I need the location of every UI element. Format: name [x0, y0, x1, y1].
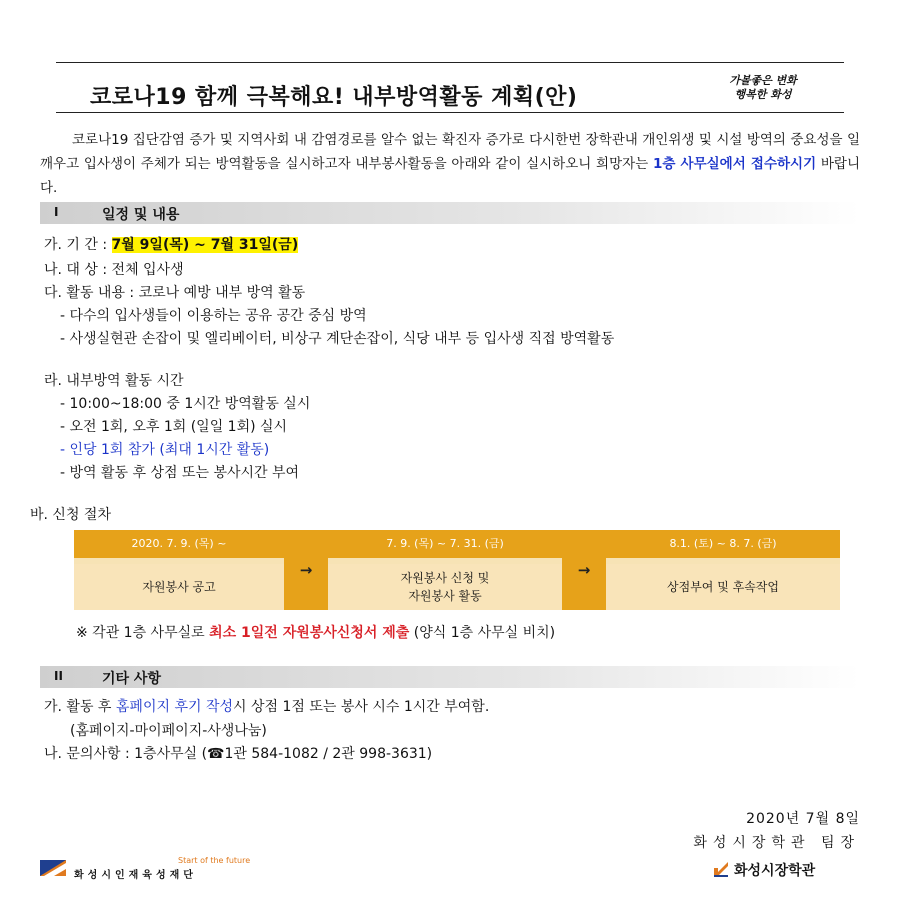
time-item-3: - 인당 1회 참가 (최대 1시간 활동) — [60, 442, 270, 458]
slogan-line-1: 가볼좋은 변화 — [729, 74, 797, 87]
section-2-number: II — [54, 669, 63, 683]
period-line — [44, 234, 298, 254]
foundation-logo-icon — [40, 860, 66, 876]
library-logo-icon — [712, 860, 730, 878]
step-2-desc — [328, 564, 562, 610]
foundation-tagline: Start of the future — [178, 856, 251, 865]
period-label: 가. 기 간 : — [44, 237, 112, 253]
section-1-header — [40, 202, 860, 224]
note-text-end: (양식 1층 사무실 비치) — [409, 625, 556, 641]
etc-item-1-highlight: 홈페이지 후기 작성 — [115, 699, 233, 715]
top-rule — [56, 62, 844, 63]
time-title: 라. 내부방역 활동 시간 — [44, 373, 184, 389]
etc-item-1-text-end: 시 상점 1점 또는 봉사 시수 1시간 부여함. — [233, 699, 490, 715]
step-3-desc-text: 상점부여 및 후속작업 — [667, 580, 779, 594]
activity-item-1: - 다수의 입사생들이 이용하는 공유 공간 중심 방역 — [60, 308, 367, 324]
procedure-title: 바. 신청 절차 — [30, 507, 111, 523]
time-item-1: - 10:00~18:00 중 1시간 방역활동 실시 — [60, 396, 311, 412]
time-item-4: - 방역 활동 후 상점 또는 봉사시간 부여 — [60, 465, 300, 481]
slogan — [708, 74, 818, 102]
note-highlight: 최소 1일전 자원봉사신청서 제출 — [209, 625, 410, 641]
note-text: ※ 각관 1층 사무실로 — [76, 625, 210, 641]
library-name: 화성시장학관 — [734, 863, 816, 879]
step-2-desc-line-1: 자원봉사 신청 및 — [400, 571, 490, 585]
step-1-desc-text: 자원봉사 공고 — [142, 580, 216, 594]
step-1-date: 2020. 7. 9. (목) ~ — [74, 530, 284, 558]
intro-highlight: 1층 사무실에서 접수하시기 — [652, 156, 817, 172]
foundation-name: 화성시인재육성재단 — [74, 870, 197, 881]
document-date: 2020년 7월 8일 — [746, 811, 860, 827]
step-3-date: 8.1. (토) ~ 8. 7. (금) — [606, 530, 840, 558]
etc-item-1 — [44, 696, 489, 716]
section-2-title: 기타 사항 — [102, 671, 161, 687]
etc-item-1-text: 가. 활동 후 — [44, 699, 116, 715]
section-2-header — [40, 666, 860, 688]
intro-text-end: 바랍니다. — [40, 156, 860, 196]
etc-item-2: 나. 문의사항 : 1층사무실 (☎1관 584-1082 / 2관 998-3631) — [44, 746, 433, 762]
application-note — [76, 622, 555, 642]
step-3-desc — [606, 564, 840, 610]
signature: 화성시장학관 팀장 — [693, 835, 860, 851]
page-title: 코로나19 함께 극복해요! 내부방역활동 계획(안) — [90, 85, 578, 110]
section-1-title: 일정 및 내용 — [102, 207, 180, 223]
intro-text: 코로나19 집단감염 증가 및 지역사회 내 감염경로를 알수 없는 확진자 증가로 다시한번 장학관내 개인위생 및 시설 방역의 중요성을 일깨우고 입사생이 주체가 되는 방역활동을 실시하고자 내부봉사활동을 아래와 같이 실시하오니 희망자는 — [40, 132, 860, 172]
activity-line: 다. 활동 내용 : 코로나 예방 내부 방역 활동 — [44, 285, 306, 301]
slogan-line-2: 행복한 화성 — [734, 88, 792, 101]
time-item-2: - 오전 1회, 오후 1회 (일일 1회) 실시 — [60, 419, 288, 435]
arrow-2: → — [562, 530, 606, 610]
period-value: 7월 9일(목) ~ 7월 31일(금) — [111, 237, 299, 253]
etc-item-1-sub: (홈페이지-마이페이지-사생나눔) — [70, 723, 267, 739]
intro-paragraph — [40, 128, 860, 200]
step-1-desc — [74, 564, 284, 610]
step-2-desc-line-2: 자원봉사 활동 — [408, 589, 482, 603]
title-underline — [56, 112, 844, 113]
section-1-number: I — [54, 205, 59, 219]
step-2-date: 7. 9. (목) ~ 7. 31. (금) — [328, 530, 562, 558]
activity-item-2: - 사생실현관 손잡이 및 엘리베이터, 비상구 계단손잡이, 식당 내부 등 입사생 직접 방역활동 — [60, 331, 615, 347]
target-line: 나. 대 상 : 전체 입사생 — [44, 262, 184, 278]
arrow-1: → — [284, 530, 328, 610]
